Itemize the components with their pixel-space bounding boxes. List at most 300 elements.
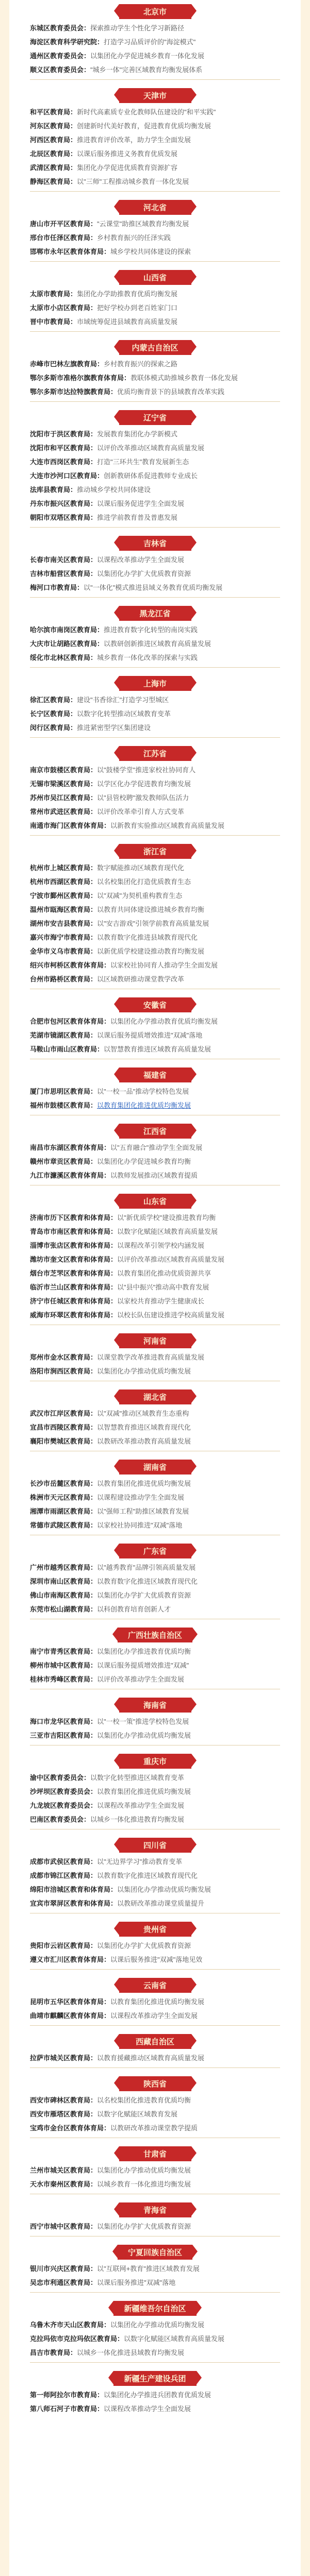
entry-list — [9, 1856, 301, 1909]
unit-name: 海淀区教育科学研究院 — [30, 38, 97, 46]
unit-name: 宜昌市西陵区教育局 — [30, 1423, 91, 1431]
list-item — [30, 484, 280, 495]
practice-description[interactable]: 以教育集团化推进优质均衡发展 — [97, 1101, 191, 1109]
unit-name: 和平区教育局 — [30, 108, 71, 116]
entry-list — [9, 1016, 301, 1055]
province-banner: 宁夏回族自治区 — [118, 2245, 192, 2260]
list-item — [30, 1562, 280, 1573]
practice-description: 以学区化办学促进教育均衡发展 — [97, 780, 191, 788]
unit-name: 拉萨市城关区教育局 — [30, 2054, 91, 2062]
list-item[interactable] — [30, 1100, 280, 1111]
separator: ： — [104, 2321, 111, 2329]
unit-name: 台州市路桥区教育局 — [30, 975, 91, 983]
entry-list — [9, 1352, 301, 1377]
separator: ： — [90, 1675, 97, 1683]
province-banner: 吉林省 — [119, 536, 191, 551]
list-item — [30, 1016, 280, 1027]
practice-description: 以课后服务促进学生全面发展 — [97, 500, 185, 507]
separator: ： — [97, 1045, 104, 1053]
section-divider — [30, 191, 280, 192]
separator: ： — [70, 150, 77, 158]
unit-name: 大连市西岗区教育局 — [30, 458, 91, 466]
practice-description: 集团化办学助推教育优质均衡发展 — [77, 290, 178, 298]
unit-name: 南通市海门区教育体育局 — [30, 822, 104, 829]
practice-description: 以集团化办学推动教育优质均衡发展 — [110, 1018, 218, 1025]
separator: ： — [90, 1101, 97, 1109]
practice-description: 以城乡教育一体化推进均衡发展 — [97, 2180, 191, 2188]
unit-name: 东莞市松山湖教育局 — [30, 1605, 91, 1613]
separator: ： — [70, 696, 77, 704]
list-item — [30, 1268, 280, 1279]
entry-list — [9, 429, 301, 523]
separator: ： — [90, 947, 97, 955]
separator: ： — [110, 1297, 118, 1305]
separator: ： — [90, 920, 97, 927]
province-banner: 福建省 — [119, 1067, 191, 1082]
list-item — [30, 429, 280, 439]
practice-description: 以集团化办学推动优质均衡发展 — [97, 1367, 191, 1375]
separator: ： — [90, 2279, 97, 2286]
province-section — [9, 1974, 301, 2021]
practice-description: 以数字化转型推进区域教育变革 — [90, 1774, 185, 1782]
section-divider — [30, 2025, 280, 2026]
province-section — [9, 266, 301, 327]
section-divider — [30, 2292, 280, 2293]
province-banner-wrap — [9, 1623, 301, 1646]
practice-description: 以教育数字化推进区域教育现代化 — [97, 1872, 198, 1879]
list-item — [30, 1240, 280, 1251]
practice-description: 以名校集团化推进教育优质均衡 — [97, 2096, 191, 2104]
practice-description: 创新教研体系促进教师专业成长 — [104, 472, 198, 480]
entry-list — [9, 1562, 301, 1615]
practice-description: 以集团化办学推动优质均衡发展 — [117, 1886, 211, 1893]
province-banner: 广西壮族自治区 — [118, 1628, 192, 1642]
section-divider — [30, 79, 280, 80]
province-section — [9, 602, 301, 663]
province-banner: 北京市 — [119, 4, 191, 19]
practice-description: 以教育集团化推进优质均衡发展 — [110, 1998, 205, 2006]
list-item — [30, 1898, 280, 1909]
unit-name: 沙坪坝区教育委员会 — [30, 1788, 91, 1795]
practice-description: 探索推动学生个性化学习新路径 — [90, 24, 185, 32]
list-item — [30, 1366, 280, 1377]
entry-list — [9, 218, 301, 257]
list-item — [30, 1296, 280, 1307]
list-item — [30, 554, 280, 565]
practice-description: 以"新优质学校"建设推进教育均衡 — [117, 1214, 216, 1222]
province-section — [9, 1750, 301, 1825]
unit-name: 哈尔滨市南岗区教育局 — [30, 626, 97, 634]
province-banner-wrap — [9, 406, 301, 429]
entry-list — [9, 1408, 301, 1447]
practice-description: 以"强师工程"助推区域教育发展 — [97, 1507, 189, 1515]
list-item — [30, 302, 280, 313]
province-banner-wrap — [9, 84, 301, 107]
separator: ： — [70, 108, 77, 116]
separator: ： — [104, 1144, 111, 1151]
list-item — [30, 806, 280, 817]
practice-description: 以课后服务推进义务教育优质发展 — [77, 150, 178, 158]
unit-name: 东城区教育委员会 — [30, 24, 84, 32]
list-item — [30, 1674, 280, 1685]
separator: ： — [90, 1353, 97, 1361]
list-item — [30, 820, 280, 831]
section-divider — [30, 835, 280, 836]
list-item — [30, 1884, 280, 1895]
list-item — [30, 232, 280, 243]
separator: ： — [84, 24, 91, 32]
province-banner: 河北省 — [119, 200, 191, 215]
entry-list — [9, 2221, 301, 2232]
unit-name: 九江市濂溪区教育体育局 — [30, 1172, 104, 1179]
unit-name: 宜宾市翠屏区教育和体育局 — [30, 1900, 111, 1907]
unit-name: 绵阳市涪城区教育和体育局 — [30, 1886, 111, 1893]
practice-description: 以集团化办学促进城乡教育一体化发展 — [90, 52, 205, 60]
list-item — [30, 386, 280, 397]
unit-name: 烟台市芝罘区教育和体育局 — [30, 1269, 111, 1277]
unit-name: 威海市环翠区教育和体育局 — [30, 1311, 111, 1319]
province-banner: 辽宁省 — [119, 410, 191, 425]
practice-description: 以"一校一策"推进学校特色发展 — [97, 1718, 189, 1725]
province-banner-wrap — [9, 266, 301, 289]
list-item — [30, 1170, 280, 1181]
practice-description: 以数字化转型推动区域教育变革 — [77, 710, 171, 718]
list-item — [30, 1646, 280, 1657]
practice-description: 以课程改革引领学校内涵发展 — [117, 1242, 205, 1249]
list-item — [30, 652, 280, 663]
practice-description: 以集团化办学扩大优质教育资源 — [97, 2223, 191, 2230]
practice-description: 以教育集团化推进优质均衡发展 — [97, 1788, 191, 1795]
practice-description: 以教育集团化推进优质均衡发展 — [97, 1480, 191, 1487]
province-banner-wrap — [9, 336, 301, 359]
separator: ： — [90, 1872, 97, 1879]
province-banner-wrap — [9, 1063, 301, 1086]
practice-description: 打造"三环共生"教育发展新生态 — [97, 458, 189, 466]
entry-list — [9, 359, 301, 397]
province-section — [9, 2297, 301, 2358]
entry-list — [9, 1212, 301, 1320]
unit-name: 吉林市船营区教育局 — [30, 570, 91, 578]
entry-list — [9, 1716, 301, 1741]
list-item — [30, 2333, 280, 2344]
practice-description: 建设"书香徐汇"打造学习型城区 — [77, 696, 169, 704]
unit-name: 武清区教育局 — [30, 164, 71, 172]
practice-description: 以评价改革推动学生全面发展 — [97, 1675, 185, 1683]
list-item — [30, 1506, 280, 1517]
separator: ： — [90, 1578, 97, 1585]
unit-name: 湖州市安吉县教育局 — [30, 920, 91, 927]
unit-name: 温州市瓯海区教育局 — [30, 906, 91, 913]
unit-name: 桂林市秀峰区教育局 — [30, 1675, 91, 1683]
separator: ： — [110, 1283, 118, 1291]
unit-name: 巴南区教育委员会 — [30, 1816, 84, 1823]
entry-list — [9, 1996, 301, 2021]
separator: ： — [77, 584, 84, 591]
separator: ： — [90, 220, 97, 228]
unit-name: 邯郸市永年区教育体育局 — [30, 248, 104, 256]
practice-description: 以智慧教育推进区域教育现代化 — [97, 1423, 191, 1431]
province-banner-wrap — [9, 672, 301, 694]
separator: ： — [90, 234, 97, 242]
practice-description: 以"五育融合"推动学生全面发展 — [110, 1144, 203, 1151]
province-banner-wrap — [9, 1120, 301, 1142]
province-banner: 天津市 — [119, 88, 191, 103]
province-banner-wrap — [9, 742, 301, 765]
unit-name: 南宁市青秀区教育局 — [30, 1648, 91, 1655]
separator: ： — [84, 1774, 91, 1782]
province-banner-wrap — [9, 602, 301, 624]
list-item — [30, 512, 280, 523]
unit-name: 通州区教育委员会 — [30, 52, 84, 60]
separator: ： — [90, 1480, 97, 1487]
unit-name: 克拉玛依市克拉玛依区教育局 — [30, 2335, 118, 2343]
list-item — [30, 1408, 280, 1419]
unit-name: 嘉兴市海宁市教育局 — [30, 934, 91, 941]
list-item — [30, 2123, 280, 2133]
practice-description: 以名校集团化打造优质教育生态 — [97, 878, 191, 886]
entry-list — [9, 1772, 301, 1825]
province-banner: 浙江省 — [119, 844, 191, 859]
unit-name: 成都市锦江区教育局 — [30, 1872, 91, 1879]
separator: ： — [90, 1031, 97, 1039]
unit-name: 沈阳市和平区教育局 — [30, 444, 91, 452]
separator: ： — [70, 2349, 77, 2357]
province-banner-wrap — [9, 532, 301, 554]
separator: ： — [104, 1172, 111, 1179]
province-section — [9, 1623, 301, 1685]
province-banner-wrap — [9, 0, 301, 23]
province-banner-wrap — [9, 2367, 301, 2389]
list-item — [30, 1856, 280, 1867]
list-item — [30, 2263, 280, 2274]
separator: ： — [90, 1437, 97, 1445]
practice-description: 以智慧教育推进区域教育高质量发展 — [104, 1045, 211, 1053]
list-item — [30, 1030, 280, 1041]
practice-description: 以"鼓楼学堂"推进家校社协同育人 — [97, 766, 196, 774]
province-list — [9, 0, 301, 2414]
separator: ： — [90, 780, 97, 788]
practice-description: 以教育数字化推进县域教育现代化 — [97, 934, 198, 941]
province-banner: 山西省 — [119, 270, 191, 285]
practice-description: 以课程改革推动学生全面发展 — [97, 556, 185, 564]
unit-name: 河西区教育局 — [30, 136, 71, 144]
unit-name: 朝阳市双塔区教育局 — [30, 514, 91, 521]
practice-description: 集团化办学促进优质教育资源扩容 — [77, 164, 178, 172]
province-banner: 内蒙古自治区 — [119, 340, 191, 355]
unit-name: 银川市兴庆区教育局 — [30, 2265, 91, 2273]
unit-name: 顺义区教育委员会 — [30, 66, 84, 74]
separator: ： — [90, 1732, 97, 1739]
practice-description: 以课后服务提质增效推进"双减"落地 — [97, 1031, 203, 1039]
province-banner-wrap — [9, 1918, 301, 1940]
list-item — [30, 2277, 280, 2288]
unit-name: 济南市历下区教育和体育局 — [30, 1214, 111, 1222]
unit-name: 襄阳市樊城区教育局 — [30, 1437, 91, 1445]
unit-name: 丹东市振兴区教育局 — [30, 500, 91, 507]
unit-name: 深圳市南山区教育局 — [30, 1578, 91, 1585]
practice-description: 以教研改革推动课堂质量提升 — [117, 1900, 205, 1907]
province-section — [9, 2142, 301, 2190]
unit-name: 太原市教育局 — [30, 290, 71, 298]
list-item — [30, 1660, 280, 1671]
separator: ： — [84, 52, 91, 60]
list-item — [30, 1142, 280, 1153]
separator: ： — [90, 878, 97, 886]
list-item — [30, 148, 280, 159]
list-item — [30, 2109, 280, 2120]
entry-list — [9, 2263, 301, 2288]
list-item — [30, 904, 280, 915]
list-item — [30, 1492, 280, 1503]
practice-description: 以"安吉游戏"引领学前教育高质量发展 — [97, 920, 209, 927]
list-item — [30, 778, 280, 789]
separator: ： — [90, 458, 97, 466]
list-item — [30, 876, 280, 887]
unit-name: 佛山市南海区教育局 — [30, 1591, 91, 1599]
content-panel — [9, 0, 301, 2576]
separator: ： — [90, 1662, 97, 1669]
list-item — [30, 107, 280, 117]
separator: ： — [90, 570, 97, 578]
entry-list — [9, 107, 301, 187]
practice-description: 市域统筹促进县域教育高质量发展 — [77, 318, 178, 326]
separator: ： — [90, 654, 97, 662]
separator: ： — [90, 934, 97, 941]
province-section — [9, 993, 301, 1055]
province-banner: 湖南省 — [119, 1460, 191, 1475]
practice-description: 以评价改革牵引育人方式变革 — [97, 808, 185, 816]
practice-description: 以数字化赋能区域教育高质量发展 — [117, 1228, 218, 1235]
separator: ： — [90, 2110, 97, 2118]
list-item — [30, 37, 280, 47]
entry-list — [9, 1940, 301, 1965]
list-item — [30, 2095, 280, 2106]
separator: ： — [90, 1507, 97, 1515]
separator: ： — [90, 1158, 97, 1165]
list-item — [30, 64, 280, 75]
province-banner-wrap — [9, 840, 301, 862]
list-item — [30, 1604, 280, 1615]
unit-name: 海口市龙华区教育局 — [30, 1718, 91, 1725]
list-item — [30, 2389, 280, 2400]
list-item — [30, 918, 280, 929]
unit-name: 宁波市鄞州区教育局 — [30, 892, 91, 900]
province-section — [9, 1063, 301, 1111]
separator: ： — [90, 1494, 97, 1501]
province-section — [9, 1693, 301, 1741]
practice-description: 以数字化赋能区域教育高质量发展 — [124, 2335, 225, 2343]
separator: ： — [90, 864, 97, 872]
province-banner: 甘肃省 — [119, 2146, 191, 2161]
entry-list — [9, 2165, 301, 2190]
separator: ： — [90, 304, 97, 312]
list-item — [30, 1772, 280, 1783]
unit-name: 九龙坡区教育委员会 — [30, 1802, 91, 1809]
practice-description: 以课程改革推动学生全面发展 — [104, 2405, 191, 2413]
separator: ： — [110, 1269, 118, 1277]
practice-description: 以集团化办学推进兵团教育优质发展 — [104, 2391, 211, 2399]
list-item — [30, 974, 280, 985]
list-item — [30, 359, 280, 369]
separator: ： — [90, 1521, 97, 1529]
unit-name: 宝鸡市金台区教育体育局 — [30, 2124, 104, 2132]
province-banner: 新疆生产建设兵团 — [113, 2371, 196, 2386]
province-section — [9, 1329, 301, 1377]
province-banner-wrap — [9, 1539, 301, 1562]
practice-description: 优质均衡背景下的县域教育改革实践 — [117, 388, 225, 396]
practice-description: 发展教育集团化办学新模式 — [97, 430, 178, 438]
separator: ： — [97, 2405, 104, 2413]
unit-name: 福州市鼓楼区教育局 — [30, 1101, 91, 1109]
separator: ： — [90, 1788, 97, 1795]
unit-name: 苏州市吴江区教育局 — [30, 794, 91, 802]
unit-name: 成都市武侯区教育局 — [30, 1858, 91, 1866]
separator: ： — [104, 2012, 111, 2020]
list-item — [30, 1156, 280, 1167]
province-banner-wrap — [9, 1190, 301, 1212]
unit-name: 赤峰市巴林左旗教育局 — [30, 360, 97, 368]
entry-list — [9, 1086, 301, 1111]
list-item — [30, 443, 280, 453]
practice-description: 以科创教育培育创新人才 — [97, 1605, 171, 1613]
practice-description: 以"双减"为契机重构教育生态 — [97, 892, 183, 900]
unit-name: 天水市秦州区教育局 — [30, 2180, 91, 2188]
province-banner-wrap — [9, 1834, 301, 1856]
province-banner: 西藏自治区 — [119, 2034, 191, 2049]
province-banner-wrap — [9, 2142, 301, 2165]
list-item — [30, 568, 280, 579]
practice-description: 以集团化办学促进城乡教育均衡 — [97, 1158, 191, 1165]
list-item — [30, 1044, 280, 1055]
separator: ： — [84, 66, 91, 74]
unit-name: 洛阳市涧西区教育局 — [30, 1367, 91, 1375]
list-item — [30, 2179, 280, 2190]
list-item — [30, 2165, 280, 2176]
list-item — [30, 2010, 280, 2021]
unit-name: 第一师阿拉尔市教育局 — [30, 2391, 97, 2399]
unit-name: 武汉市江岸区教育局 — [30, 1410, 91, 1417]
list-item — [30, 1996, 280, 2007]
province-section — [9, 0, 301, 75]
practice-description: 以"无边界学习"推动教育变革 — [97, 1858, 183, 1866]
province-section — [9, 2241, 301, 2288]
province-section — [9, 742, 301, 831]
province-banner: 黑龙江省 — [119, 606, 191, 621]
practice-description: 以集团化办学扩大优质教育资源 — [97, 1591, 191, 1599]
practice-description: 以"一校一品"推动学校特色发展 — [97, 1088, 189, 1095]
unit-name: 梅河口市教育局 — [30, 584, 77, 591]
practice-description: 以"越秀教育"品牌引领高质量发展 — [97, 1564, 196, 1571]
list-item — [30, 1716, 280, 1727]
list-item — [30, 498, 280, 509]
list-item — [30, 1086, 280, 1097]
separator: ： — [90, 1564, 97, 1571]
separator: ： — [84, 1816, 91, 1823]
practice-description: 教联体模式助推城乡教育一体化发展 — [130, 374, 238, 382]
list-item — [30, 1940, 280, 1951]
separator: ： — [104, 961, 111, 969]
province-banner: 湖北省 — [119, 1389, 191, 1404]
province-banner-wrap — [9, 2072, 301, 2095]
province-section — [9, 1455, 301, 1531]
separator: ： — [90, 514, 97, 521]
practice-description: 以教研改革推动课堂教学提质 — [110, 2124, 198, 2132]
practice-description: "云课堂"助推区域教育均衡发展 — [97, 220, 189, 228]
separator: ： — [110, 388, 118, 396]
practice-description: 以评价改革推动区域教育高质量发展 — [117, 1256, 225, 1263]
separator: ： — [90, 500, 97, 507]
entry-list — [9, 765, 301, 831]
